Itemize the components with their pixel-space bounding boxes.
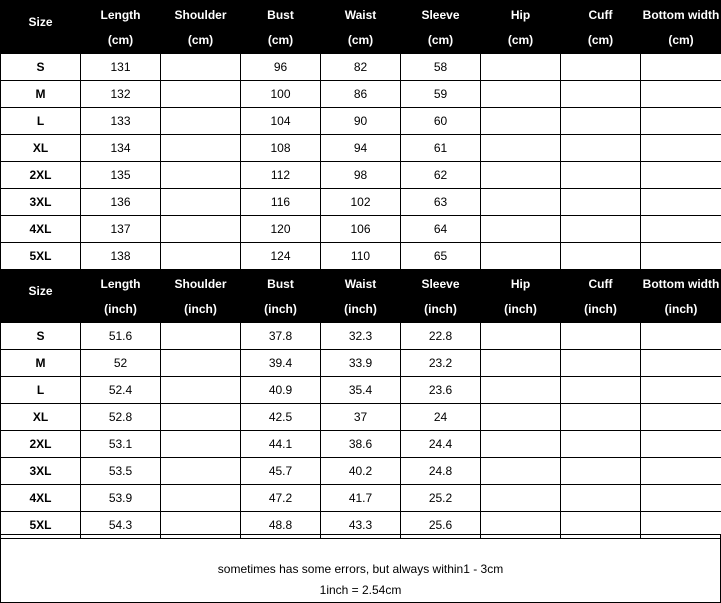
table-cell: 90 — [321, 108, 401, 135]
table-cell: 24 — [401, 404, 481, 431]
size-label: 5XL — [1, 243, 81, 270]
table-cell — [481, 81, 561, 108]
table-cell: 38.6 — [321, 431, 401, 458]
table-cell: 100 — [241, 81, 321, 108]
table-row — [1, 377, 721, 404]
column-header-label: Shoulder — [174, 7, 227, 22]
table-cell: 23.6 — [401, 377, 481, 404]
table-cell: 82 — [321, 54, 401, 81]
table-row — [1, 135, 721, 162]
note-conversion: 1inch = 2.54cm — [319, 583, 402, 597]
table-cell: 96 — [241, 54, 321, 81]
table-cell — [561, 162, 641, 189]
table-cell: 108 — [241, 135, 321, 162]
table-cell: 41.7 — [321, 485, 401, 512]
table-row — [1, 431, 721, 458]
column-header — [321, 1, 401, 54]
table-cell — [641, 404, 721, 431]
table-cell — [481, 458, 561, 485]
table-cell: 104 — [241, 108, 321, 135]
column-header — [81, 1, 161, 54]
table-row — [1, 350, 721, 377]
table-cell — [641, 81, 721, 108]
column-header-label: Size — [28, 14, 53, 29]
column-header-label: Sleeve — [421, 7, 460, 22]
column-unit: (inch) — [504, 301, 537, 316]
header-row-cm — [1, 1, 721, 54]
table-cell — [161, 485, 241, 512]
table-cell: 64 — [401, 216, 481, 243]
table-cell — [641, 458, 721, 485]
table-cell: 120 — [241, 216, 321, 243]
table-row — [1, 108, 721, 135]
table-cell: 40.9 — [241, 377, 321, 404]
table-cell — [481, 350, 561, 377]
column-unit: (inch) — [104, 301, 137, 316]
size-label: 4XL — [1, 216, 81, 243]
table-cell — [641, 162, 721, 189]
table-cell — [161, 458, 241, 485]
column-header-label: Shoulder — [174, 276, 227, 291]
table-row — [1, 216, 721, 243]
table-cell: 24.4 — [401, 431, 481, 458]
column-header-label: Cuff — [588, 7, 613, 22]
table-cell: 53.9 — [81, 485, 161, 512]
column-header — [161, 270, 241, 323]
table-row — [1, 162, 721, 189]
column-header — [161, 1, 241, 54]
table-cell: 24.8 — [401, 458, 481, 485]
table-cell: 63 — [401, 189, 481, 216]
size-label: XL — [1, 404, 81, 431]
table-cell: 44.1 — [241, 431, 321, 458]
table-cell — [561, 81, 641, 108]
table-cell: 110 — [321, 243, 401, 270]
table-cell: 43.3 — [321, 512, 401, 539]
column-header-label: Bust — [267, 7, 294, 22]
table-cell — [561, 350, 641, 377]
column-unit: (inch) — [424, 301, 457, 316]
column-header-label: Waist — [344, 7, 377, 22]
table-cell — [561, 54, 641, 81]
column-unit: (cm) — [427, 32, 454, 47]
column-header-label: Bottom width — [642, 7, 720, 22]
table-cell — [161, 377, 241, 404]
table-cell — [481, 323, 561, 350]
table-cell — [161, 189, 241, 216]
size-table-body — [1, 1, 721, 539]
size-label: S — [1, 323, 81, 350]
table-cell: 47.2 — [241, 485, 321, 512]
table-cell: 135 — [81, 162, 161, 189]
table-cell — [161, 81, 241, 108]
table-cell: 94 — [321, 135, 401, 162]
table-cell — [161, 135, 241, 162]
table-cell: 42.5 — [241, 404, 321, 431]
column-unit: (inch) — [344, 301, 377, 316]
table-cell: 35.4 — [321, 377, 401, 404]
column-header-label: Sleeve — [421, 276, 460, 291]
size-label: 3XL — [1, 189, 81, 216]
table-cell — [161, 108, 241, 135]
table-cell: 53.5 — [81, 458, 161, 485]
table-cell: 25.6 — [401, 512, 481, 539]
table-cell — [161, 323, 241, 350]
table-cell — [561, 189, 641, 216]
table-cell: 58 — [401, 54, 481, 81]
column-header-label: Size — [28, 283, 53, 298]
table-cell — [561, 458, 641, 485]
table-cell — [561, 485, 641, 512]
table-cell — [641, 323, 721, 350]
table-cell — [161, 54, 241, 81]
table-cell: 54.3 — [81, 512, 161, 539]
column-header — [561, 270, 641, 323]
table-cell — [481, 404, 561, 431]
table-cell: 23.2 — [401, 350, 481, 377]
table-cell — [561, 377, 641, 404]
table-row — [1, 189, 721, 216]
table-cell: 102 — [321, 189, 401, 216]
table-cell: 133 — [81, 108, 161, 135]
column-unit: (cm) — [668, 32, 694, 47]
column-unit: (cm) — [187, 32, 214, 47]
table-cell: 137 — [81, 216, 161, 243]
table-cell: 138 — [81, 243, 161, 270]
table-cell — [481, 162, 561, 189]
table-cell: 51.6 — [81, 323, 161, 350]
column-unit: (cm) — [587, 32, 614, 47]
column-header — [641, 1, 721, 54]
size-label: 3XL — [1, 458, 81, 485]
table-cell: 53.1 — [81, 431, 161, 458]
table-cell: 52.8 — [81, 404, 161, 431]
table-cell: 65 — [401, 243, 481, 270]
table-cell — [161, 216, 241, 243]
table-cell: 52 — [81, 350, 161, 377]
table-cell: 61 — [401, 135, 481, 162]
table-cell — [561, 404, 641, 431]
table-cell: 106 — [321, 216, 401, 243]
table-cell: 25.2 — [401, 485, 481, 512]
table-cell — [481, 377, 561, 404]
table-cell — [481, 189, 561, 216]
table-cell — [561, 135, 641, 162]
table-cell: 131 — [81, 54, 161, 81]
table-cell: 48.8 — [241, 512, 321, 539]
table-cell: 116 — [241, 189, 321, 216]
column-header — [401, 1, 481, 54]
table-row — [1, 404, 721, 431]
table-cell — [561, 243, 641, 270]
column-unit: (inch) — [264, 301, 297, 316]
column-header-label: Cuff — [588, 276, 613, 291]
table-row — [1, 243, 721, 270]
table-cell — [641, 377, 721, 404]
table-cell — [161, 404, 241, 431]
table-cell — [481, 216, 561, 243]
size-label: 5XL — [1, 512, 81, 539]
table-row — [1, 81, 721, 108]
table-cell — [641, 108, 721, 135]
table-cell: 59 — [401, 81, 481, 108]
table-cell: 37 — [321, 404, 401, 431]
table-cell: 136 — [81, 189, 161, 216]
column-header — [1, 270, 81, 323]
column-header — [81, 270, 161, 323]
table-cell — [481, 243, 561, 270]
table-row — [1, 323, 721, 350]
table-cell — [641, 485, 721, 512]
column-unit: (cm) — [347, 32, 374, 47]
table-cell: 33.9 — [321, 350, 401, 377]
column-unit: (inch) — [184, 301, 217, 316]
table-cell: 40.2 — [321, 458, 401, 485]
size-label: 2XL — [1, 431, 81, 458]
size-label: S — [1, 54, 81, 81]
table-cell — [161, 350, 241, 377]
table-cell — [161, 162, 241, 189]
column-unit: (cm) — [507, 32, 534, 47]
table-cell: 98 — [321, 162, 401, 189]
column-header-label: Hip — [510, 7, 531, 22]
table-cell: 32.3 — [321, 323, 401, 350]
column-unit: (cm) — [267, 32, 294, 47]
column-unit: (cm) — [107, 32, 134, 47]
table-cell: 112 — [241, 162, 321, 189]
column-unit: (inch) — [584, 301, 617, 316]
size-label: M — [1, 350, 81, 377]
table-row — [1, 458, 721, 485]
table-cell — [161, 431, 241, 458]
column-header-label: Hip — [510, 276, 531, 291]
column-header-label: Bottom width — [642, 276, 720, 291]
table-cell: 60 — [401, 108, 481, 135]
header-row-inch — [1, 270, 721, 323]
table-cell: 37.8 — [241, 323, 321, 350]
table-cell — [641, 135, 721, 162]
table-cell — [641, 243, 721, 270]
table-row — [1, 54, 721, 81]
size-label: 2XL — [1, 162, 81, 189]
table-cell — [481, 431, 561, 458]
table-cell — [561, 216, 641, 243]
table-cell — [561, 108, 641, 135]
column-header — [481, 270, 561, 323]
size-label: XL — [1, 135, 81, 162]
column-header-label: Length — [100, 7, 141, 22]
column-header-label: Bust — [267, 276, 294, 291]
table-cell — [641, 54, 721, 81]
size-label: L — [1, 377, 81, 404]
column-header — [1, 1, 81, 54]
table-cell — [641, 431, 721, 458]
table-cell — [641, 350, 721, 377]
table-cell — [161, 243, 241, 270]
table-cell — [641, 189, 721, 216]
size-label: 4XL — [1, 485, 81, 512]
note-error-margin: sometimes has some errors, but always within1 - 3cm — [217, 562, 504, 576]
column-header — [321, 270, 401, 323]
column-header-label: Waist — [344, 276, 377, 291]
table-cell — [481, 135, 561, 162]
column-header — [401, 270, 481, 323]
table-cell: 39.4 — [241, 350, 321, 377]
column-header — [641, 270, 721, 323]
column-header — [481, 1, 561, 54]
column-header — [241, 270, 321, 323]
column-header — [241, 1, 321, 54]
table-row — [1, 485, 721, 512]
table-cell — [481, 485, 561, 512]
table-cell: 52.4 — [81, 377, 161, 404]
table-cell — [561, 431, 641, 458]
table-cell: 124 — [241, 243, 321, 270]
size-label: M — [1, 81, 81, 108]
table-cell: 62 — [401, 162, 481, 189]
table-cell: 22.8 — [401, 323, 481, 350]
measurement-note — [0, 534, 721, 603]
table-cell: 132 — [81, 81, 161, 108]
table-cell: 86 — [321, 81, 401, 108]
column-unit: (inch) — [664, 301, 698, 316]
size-label: L — [1, 108, 81, 135]
table-cell — [481, 108, 561, 135]
table-cell: 134 — [81, 135, 161, 162]
table-cell — [481, 54, 561, 81]
column-header-label: Length — [100, 276, 141, 291]
table-cell: 45.7 — [241, 458, 321, 485]
column-header — [561, 1, 641, 54]
table-cell — [641, 216, 721, 243]
table-cell — [561, 323, 641, 350]
